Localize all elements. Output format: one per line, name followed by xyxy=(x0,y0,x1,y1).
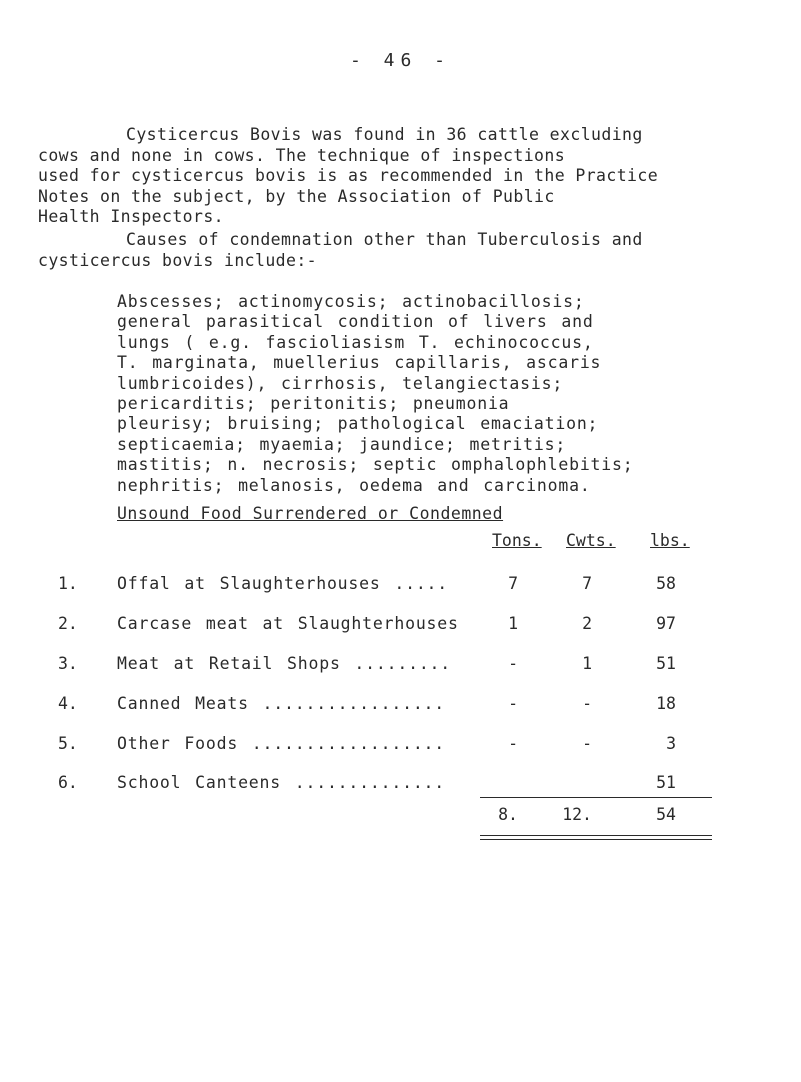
row-cwts: - xyxy=(582,734,592,753)
table-total-row xyxy=(0,805,801,827)
row-description: Offal at Slaughterhouses ..... xyxy=(117,574,449,593)
paragraph-line: septicaemia; myaemia; jaundice; metritis; xyxy=(117,434,567,454)
row-lbs: 97 xyxy=(656,614,676,633)
paragraph-line: pericarditis; peritonitis; pneumonia xyxy=(117,394,510,414)
paragraph-line: Health Inspectors. xyxy=(38,207,225,226)
paragraph-line: mastitis; n. necrosis; septic omphalophlebitis; xyxy=(117,455,634,475)
table-row xyxy=(0,614,801,636)
row-cwts: 1 xyxy=(582,654,592,673)
row-description: School Canteens .............. xyxy=(117,773,446,792)
row-number: 6. xyxy=(58,773,78,792)
paragraph-line: T. marginata, muellerius capillaris, ascaris xyxy=(117,353,602,373)
total-cwts: 12. xyxy=(562,805,592,824)
row-lbs: 51 xyxy=(656,773,676,792)
total-rule-double xyxy=(480,839,712,840)
row-description: Other Foods .................. xyxy=(117,734,446,753)
paragraph-line: pleurisy; bruising; pathological emaciation; xyxy=(117,414,599,434)
table-row xyxy=(0,654,801,676)
row-description: Canned Meats ................. xyxy=(117,694,446,713)
row-description: Meat at Retail Shops ......... xyxy=(117,654,452,673)
total-lbs: 54 xyxy=(656,805,676,824)
total-rule-top xyxy=(480,797,712,798)
paragraph-causes xyxy=(38,230,798,271)
row-number: 4. xyxy=(58,694,78,713)
row-tons: 1 xyxy=(508,614,518,633)
total-tons: 8. xyxy=(498,805,518,824)
row-tons: 7 xyxy=(508,574,518,593)
column-header-cwts: Cwts. xyxy=(566,531,616,550)
table-row xyxy=(0,574,801,596)
paragraph-line: general parasitical condition of livers and xyxy=(117,312,594,332)
row-lbs: 58 xyxy=(656,574,676,593)
table-title: Unsound Food Surrendered or Condemned xyxy=(117,504,504,523)
paragraph-line: used for cysticercus bovis is as recommended in the Practice xyxy=(38,166,659,185)
paragraph-line: cysticercus bovis include:- xyxy=(38,250,318,270)
paragraph-line: lumbricoides), cirrhosis, telangiectasis; xyxy=(117,373,564,393)
paragraph-line: nephritis; melanosis, oedema and carcinoma. xyxy=(117,475,591,495)
paragraph-line: Notes on the subject, by the Association of Public xyxy=(38,186,555,206)
row-tons: - xyxy=(508,654,518,673)
paragraph-line: Causes of condemnation other than Tuberculosis and xyxy=(126,230,643,249)
column-header-lbs: lbs. xyxy=(650,531,690,550)
row-cwts: 2 xyxy=(582,614,592,633)
paragraph-line: lungs ( e.g. fascioliasism T. echinococcus, xyxy=(117,332,594,352)
row-cwts: - xyxy=(582,694,592,713)
table-row xyxy=(0,773,801,795)
table-row xyxy=(0,694,801,716)
row-cwts: 7 xyxy=(582,574,592,593)
row-tons: - xyxy=(508,734,518,753)
paragraph-conditions-list xyxy=(117,292,797,496)
page-number: - 46 - xyxy=(349,50,452,71)
column-header-tons: Tons. xyxy=(492,531,542,550)
row-number: 2. xyxy=(58,614,78,633)
paragraph-line: Abscesses; actinomycosis; actinobacillosis; xyxy=(117,292,585,311)
row-lbs: 18 xyxy=(656,694,676,713)
paragraph-line: cows and none in cows. The technique of inspections xyxy=(38,145,566,165)
row-number: 3. xyxy=(58,654,78,673)
row-number: 1. xyxy=(58,574,78,593)
row-tons: - xyxy=(508,694,518,713)
row-lbs: 51 xyxy=(656,654,676,673)
row-lbs: 3 xyxy=(666,734,676,753)
row-description: Carcase meat at Slaughterhouses xyxy=(117,614,459,633)
table-row xyxy=(0,734,801,756)
paragraph-cysticercus xyxy=(38,125,798,228)
total-rule-bottom xyxy=(480,835,712,836)
paragraph-line: Cysticercus Bovis was found in 36 cattle excluding xyxy=(126,125,643,144)
row-number: 5. xyxy=(58,734,78,753)
